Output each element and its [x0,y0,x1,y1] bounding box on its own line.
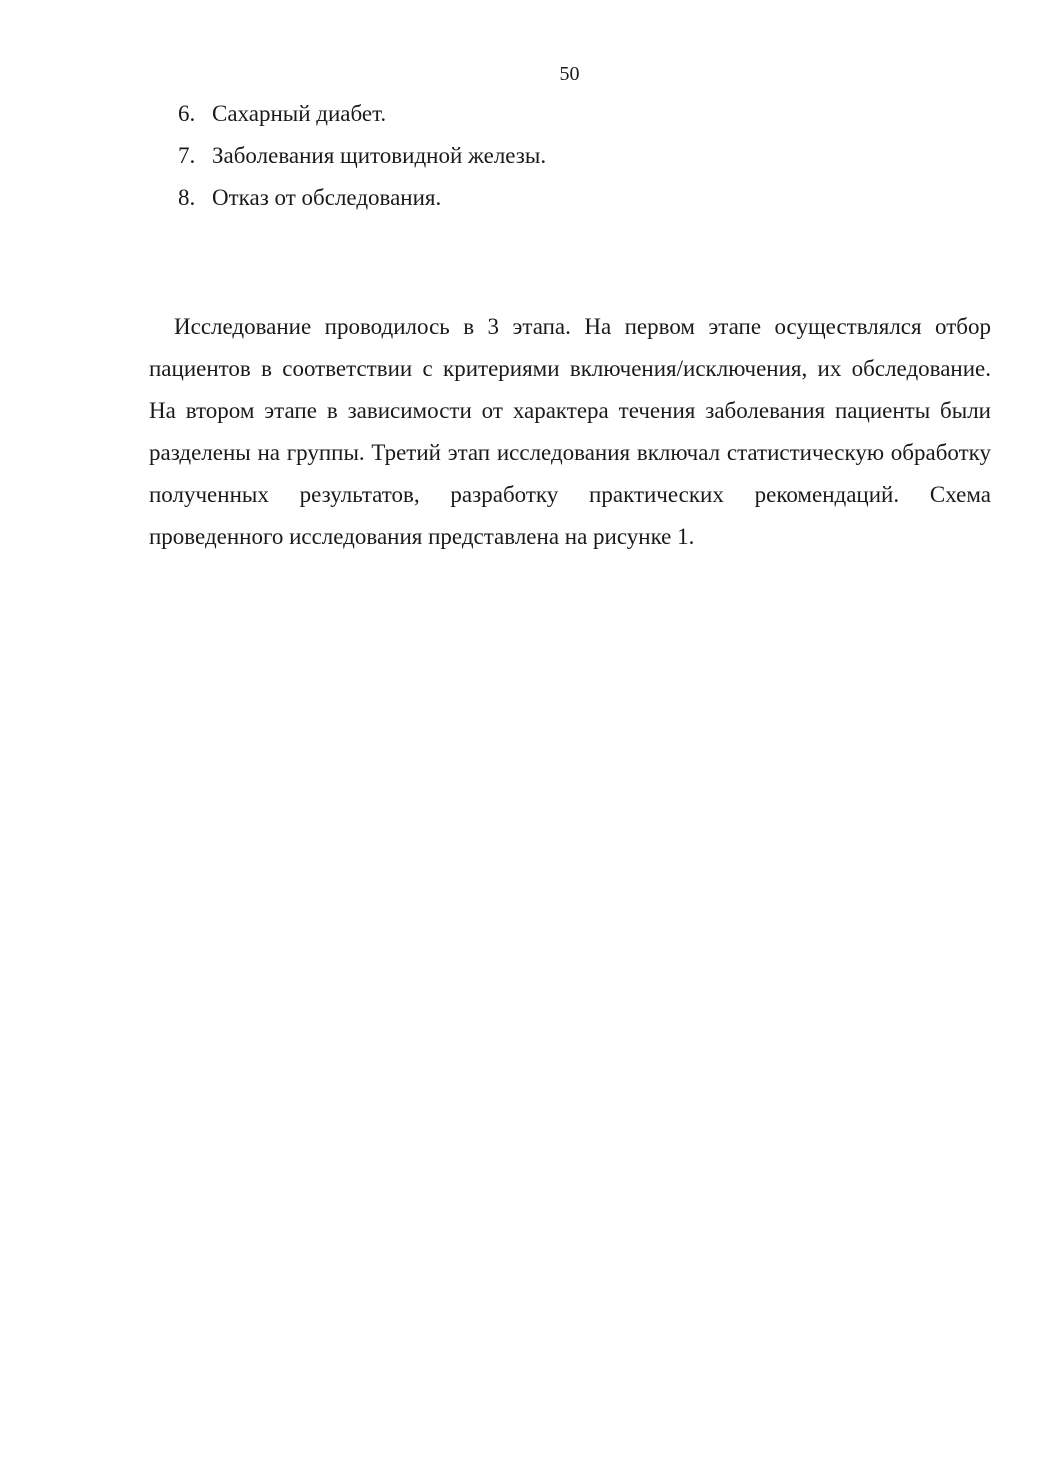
list-item-number: 8. [178,185,196,210]
study-stages-paragraph: Исследование проводилось в 3 этапа. На первом этапе осуществлялся отбор пациентов в соответствии с критериями включения/исключения, их обследование. На втором этапе в зависимости от характера течения заболевания пациенты были разделены на группы. Третий этап исследования включал статистическую обработку полученных результатов, разработку практических рекомендаций. Схема проведенного исследования представлена на рисунке 1. [149,314,991,549]
list-item-text: Заболевания щитовидной железы. [212,143,547,168]
list-item [178,180,546,222]
page-number: 50 [559,63,580,85]
list-item [178,138,546,180]
list-item-text: Отказ от обследования. [212,185,442,210]
list-item-number: 7. [178,143,196,168]
exclusion-criteria-list [178,96,546,222]
list-item-text: Сахарный диабет. [212,101,387,126]
list-item-number: 6. [178,101,196,126]
list-item [178,96,546,138]
